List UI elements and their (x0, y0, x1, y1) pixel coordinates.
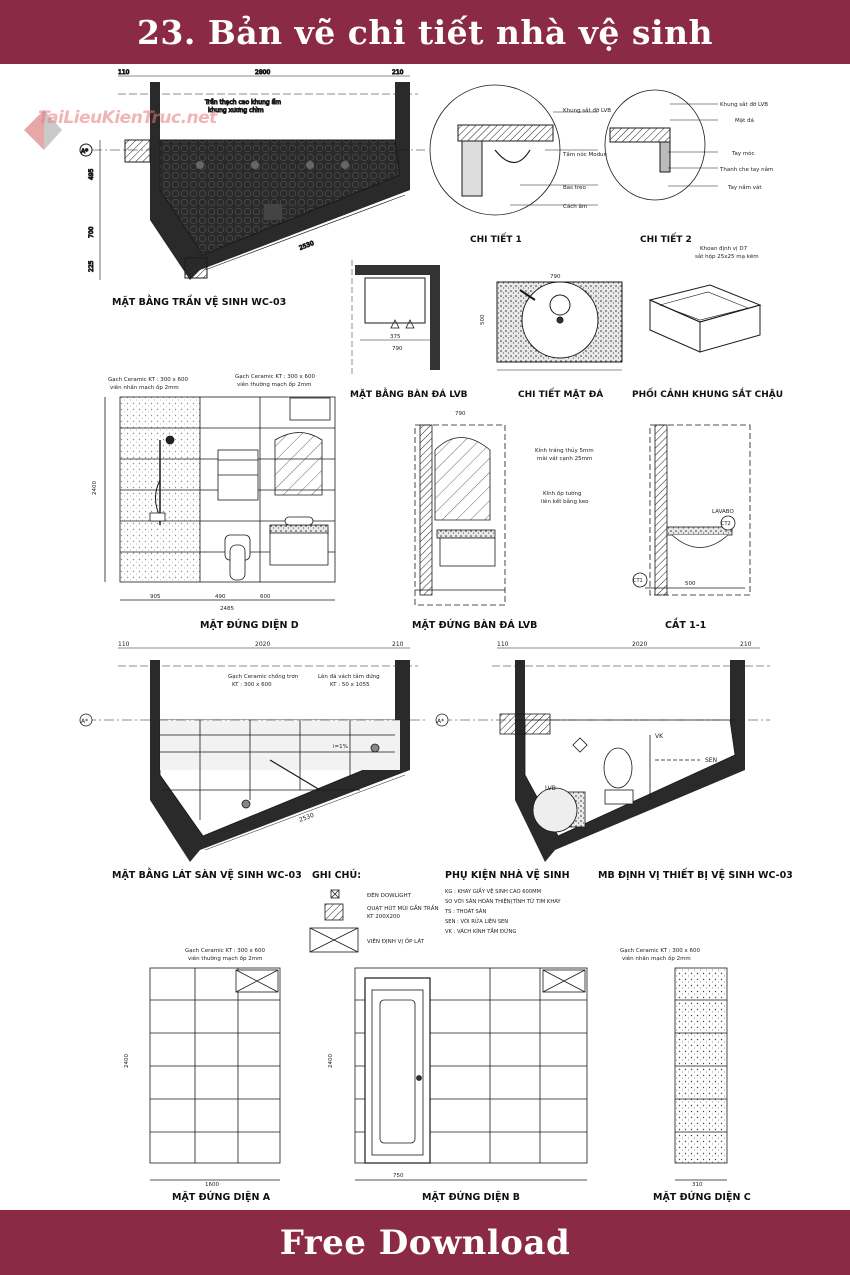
title-elevation-c: MẶT ĐỨNG DIỆN C (653, 1192, 751, 1203)
counter-plan-drawing (352, 260, 440, 375)
elev-d-tile-note-1: Gạch Ceramic KT : 300 x 600 (108, 377, 189, 383)
stone-dim-790: 790 (550, 274, 561, 280)
detail-2-drawing (605, 90, 718, 200)
detail2-label-frame: Khung sắt đỡ LVB (720, 102, 769, 108)
dim-2800: 2800 (255, 69, 271, 76)
title-elevation-d: MẶT ĐỨNG DIỆN D (200, 620, 299, 631)
elev-b-dim-750: 750 (393, 1173, 404, 1179)
elev-a-tile-note-1: Gạch Ceramic KT : 300 x 600 (185, 948, 266, 954)
title-section-1-1: CẮT 1-1 (665, 620, 707, 631)
free-download-label: Free Download (279, 1222, 571, 1263)
detail1-label-panel: Tấm nóc Modun (563, 152, 608, 158)
ceiling-note-2: khung xương chìm (208, 107, 264, 114)
elev-d-dim-600: 600 (260, 594, 271, 600)
detail2-label-handle: Tay nắm vát (728, 185, 762, 191)
frame-note-2: sắt hộp 25x25 mạ kẽm (695, 254, 759, 260)
title-floor-plan: MẶT BẰNG LÁT SÀN VỆ SINH WC-03 (112, 870, 302, 881)
title-elevation-lvb: MẶT ĐỨNG BÀN ĐÁ LVB (412, 620, 538, 631)
equip-sen-label: SEN (705, 757, 718, 764)
title-counter-plan: MẶT BẰNG BÀN ĐÁ LVB (350, 390, 468, 400)
accessory-item-5: VK : VÁCH KÍNH TẮM ĐỨNG (445, 929, 517, 935)
elev-d-tile-note-4: viên thường mạch ốp 2mm (237, 382, 312, 388)
section-ct1-label: CT1 (633, 578, 643, 584)
detail-1-drawing (430, 85, 598, 215)
elev-a-dim-2400: 2400 (124, 1054, 130, 1068)
notes-title: GHI CHÚ: (312, 870, 362, 881)
header-banner (0, 0, 850, 64)
detail2-label-cover: Thanh che tay nắm (720, 167, 774, 173)
elev-lvb-mirror-1: Kính tráng thủy 5mm (535, 448, 594, 454)
legend-fan-1: QUẠT HÚT MÙI GẮN TRẦN (367, 906, 439, 912)
equip-lvb-label: LVB (545, 785, 556, 792)
watermark-text: TaiLieuKienTruc.net (38, 108, 217, 128)
stone-top-drawing (497, 282, 622, 370)
detail2-label-stone: Mặt đá (735, 118, 754, 124)
floor-dim-110: 110 (118, 641, 130, 648)
frame-note-1: Khoan định vị D7 (700, 246, 748, 252)
accessory-item-1: KG : KHAY GIẤY VỆ SINH CAO 600MM (445, 889, 542, 895)
elev-d-tile-note-2: viên nhấn mạch ốp 2mm (110, 385, 179, 391)
accessory-item-4: SEN : VÒI RỬA LIÊN SEN (445, 919, 509, 925)
elev-lvb-mirror-3: Kính ốp tường (543, 491, 582, 497)
floor-plan-drawing (80, 648, 425, 862)
free-download-button[interactable] (0, 1210, 850, 1275)
dim-110: 110 (118, 69, 130, 76)
elevation-lvb-drawing (415, 425, 505, 605)
ceiling-note: Trần thạch cao khung ẩm (205, 99, 282, 106)
counter-dim-375: 375 (390, 334, 401, 340)
equip-dim-110: 110 (497, 641, 509, 648)
floor-dim-2020: 2020 (255, 641, 271, 648)
title-accessories: PHỤ KIỆN NHÀ VỆ SINH (445, 870, 570, 881)
elev-lvb-mirror-4: liên kết bằng keo (541, 499, 589, 505)
elev-c-dim-310: 310 (692, 1182, 703, 1188)
floor-axis-a: A* (81, 718, 89, 725)
detail2-label-hook: Tay móc (732, 151, 755, 157)
elevation-b-drawing (355, 968, 587, 1180)
title-elevation-b: MẶT ĐỨNG DIỆN B (422, 1192, 520, 1203)
section-dim-500: 500 (685, 581, 696, 587)
elev-d-dim-490: 490 (215, 594, 226, 600)
title-frame-perspective: PHỐI CẢNH KHUNG SẮT CHẬU (632, 390, 784, 400)
elevation-a-drawing (150, 968, 280, 1180)
title-elevation-a: MẶT ĐỨNG DIỆN A (172, 1192, 271, 1203)
dim-225: 225 (88, 260, 95, 272)
floor-note-antislip: Gạch Ceramic chống trơn (228, 674, 299, 680)
detail1-label-insulation: Cách âm (563, 204, 588, 210)
frame-perspective-drawing (650, 285, 760, 352)
elevation-d-drawing (105, 397, 335, 600)
elevation-c-drawing (675, 968, 727, 1180)
equip-vk-label: VK (655, 733, 664, 740)
elev-a-tile-note-2: viên thường mạch ốp 2mm (188, 956, 263, 962)
accessory-item-3: TS : THOÁT SÀN (445, 909, 487, 915)
dim-210: 210 (392, 69, 404, 76)
elev-d-dim-2400: 2400 (92, 481, 98, 495)
title-ceiling-plan: MẶT BẰNG TRẦN VỆ SINH WC-03 (112, 297, 287, 308)
title-stone-top: CHI TIẾT MẶT ĐÁ (518, 390, 604, 400)
floor-dim-210: 210 (392, 641, 404, 648)
detail1-label-frame: Khung sắt đỡ LVB (563, 108, 612, 114)
dim-2530: 2530 (298, 239, 315, 252)
elev-lvb-dim-790: 790 (455, 411, 466, 417)
elev-c-tile-note-2: viên nhấn mạch ốp 2mm (622, 956, 691, 962)
axis-a-label: A* (81, 148, 89, 155)
legend-tile-position: VIÊN ĐỊNH VỊ ỐP LÁT (367, 939, 425, 945)
floor-dim-2530: 2530 (298, 811, 315, 824)
title-detail-1: CHI TIẾT 1 (470, 235, 522, 245)
section-ct2-label: CT2 (721, 521, 731, 527)
elev-c-tile-note-1: Gạch Ceramic KT : 300 x 600 (620, 948, 701, 954)
elev-b-dim-2400: 2400 (328, 1054, 334, 1068)
floor-note-shower-stone: Lên đá vách tắm đứng (318, 674, 380, 680)
title-detail-2: CHI TIẾT 2 (640, 235, 692, 245)
accessory-item-2: SO VỚI SÀN HOÀN THIỆN(TÍNH TỪ TIM KHAY (445, 899, 561, 905)
equip-dim-210: 210 (740, 641, 752, 648)
floor-note-shower-size: KT : 50 x 1055 (330, 682, 370, 688)
legend-fan-2: KT 200X200 (367, 914, 401, 920)
dim-700: 700 (88, 226, 95, 238)
floor-note-antislip-size: KT : 300 x 600 (232, 682, 272, 688)
drawing-sheet (0, 64, 850, 1210)
section-lavabo-label: LAVABO (712, 509, 734, 515)
legend-downlight: ĐÈN DOWLIGHT (367, 893, 412, 899)
elev-d-dim-905: 905 (150, 594, 161, 600)
equipment-plan-drawing (436, 648, 770, 862)
elev-d-tile-note-3: Gạch Ceramic KT : 300 x 600 (235, 374, 316, 380)
counter-dim-790: 790 (392, 346, 403, 352)
page-title: 23. Bản vẽ chi tiết nhà vệ sinh (136, 12, 714, 52)
stone-dim-500: 500 (480, 314, 486, 325)
elev-d-dim-2485: 2485 (220, 606, 234, 612)
detail1-label-bracket: Bas treo (563, 185, 586, 191)
dim-495: 495 (88, 168, 95, 180)
floor-slope: i=1% (333, 744, 348, 750)
equip-axis-a: A* (437, 718, 445, 725)
title-equipment-plan: MB ĐỊNH VỊ THIẾT BỊ VỆ SINH WC-03 (598, 870, 793, 881)
equip-dim-2020: 2020 (632, 641, 648, 648)
elev-a-dim-1600: 1600 (205, 1182, 219, 1188)
legend-symbols (310, 890, 358, 952)
elev-lvb-mirror-2: mài vát cạnh 25mm (537, 456, 593, 462)
